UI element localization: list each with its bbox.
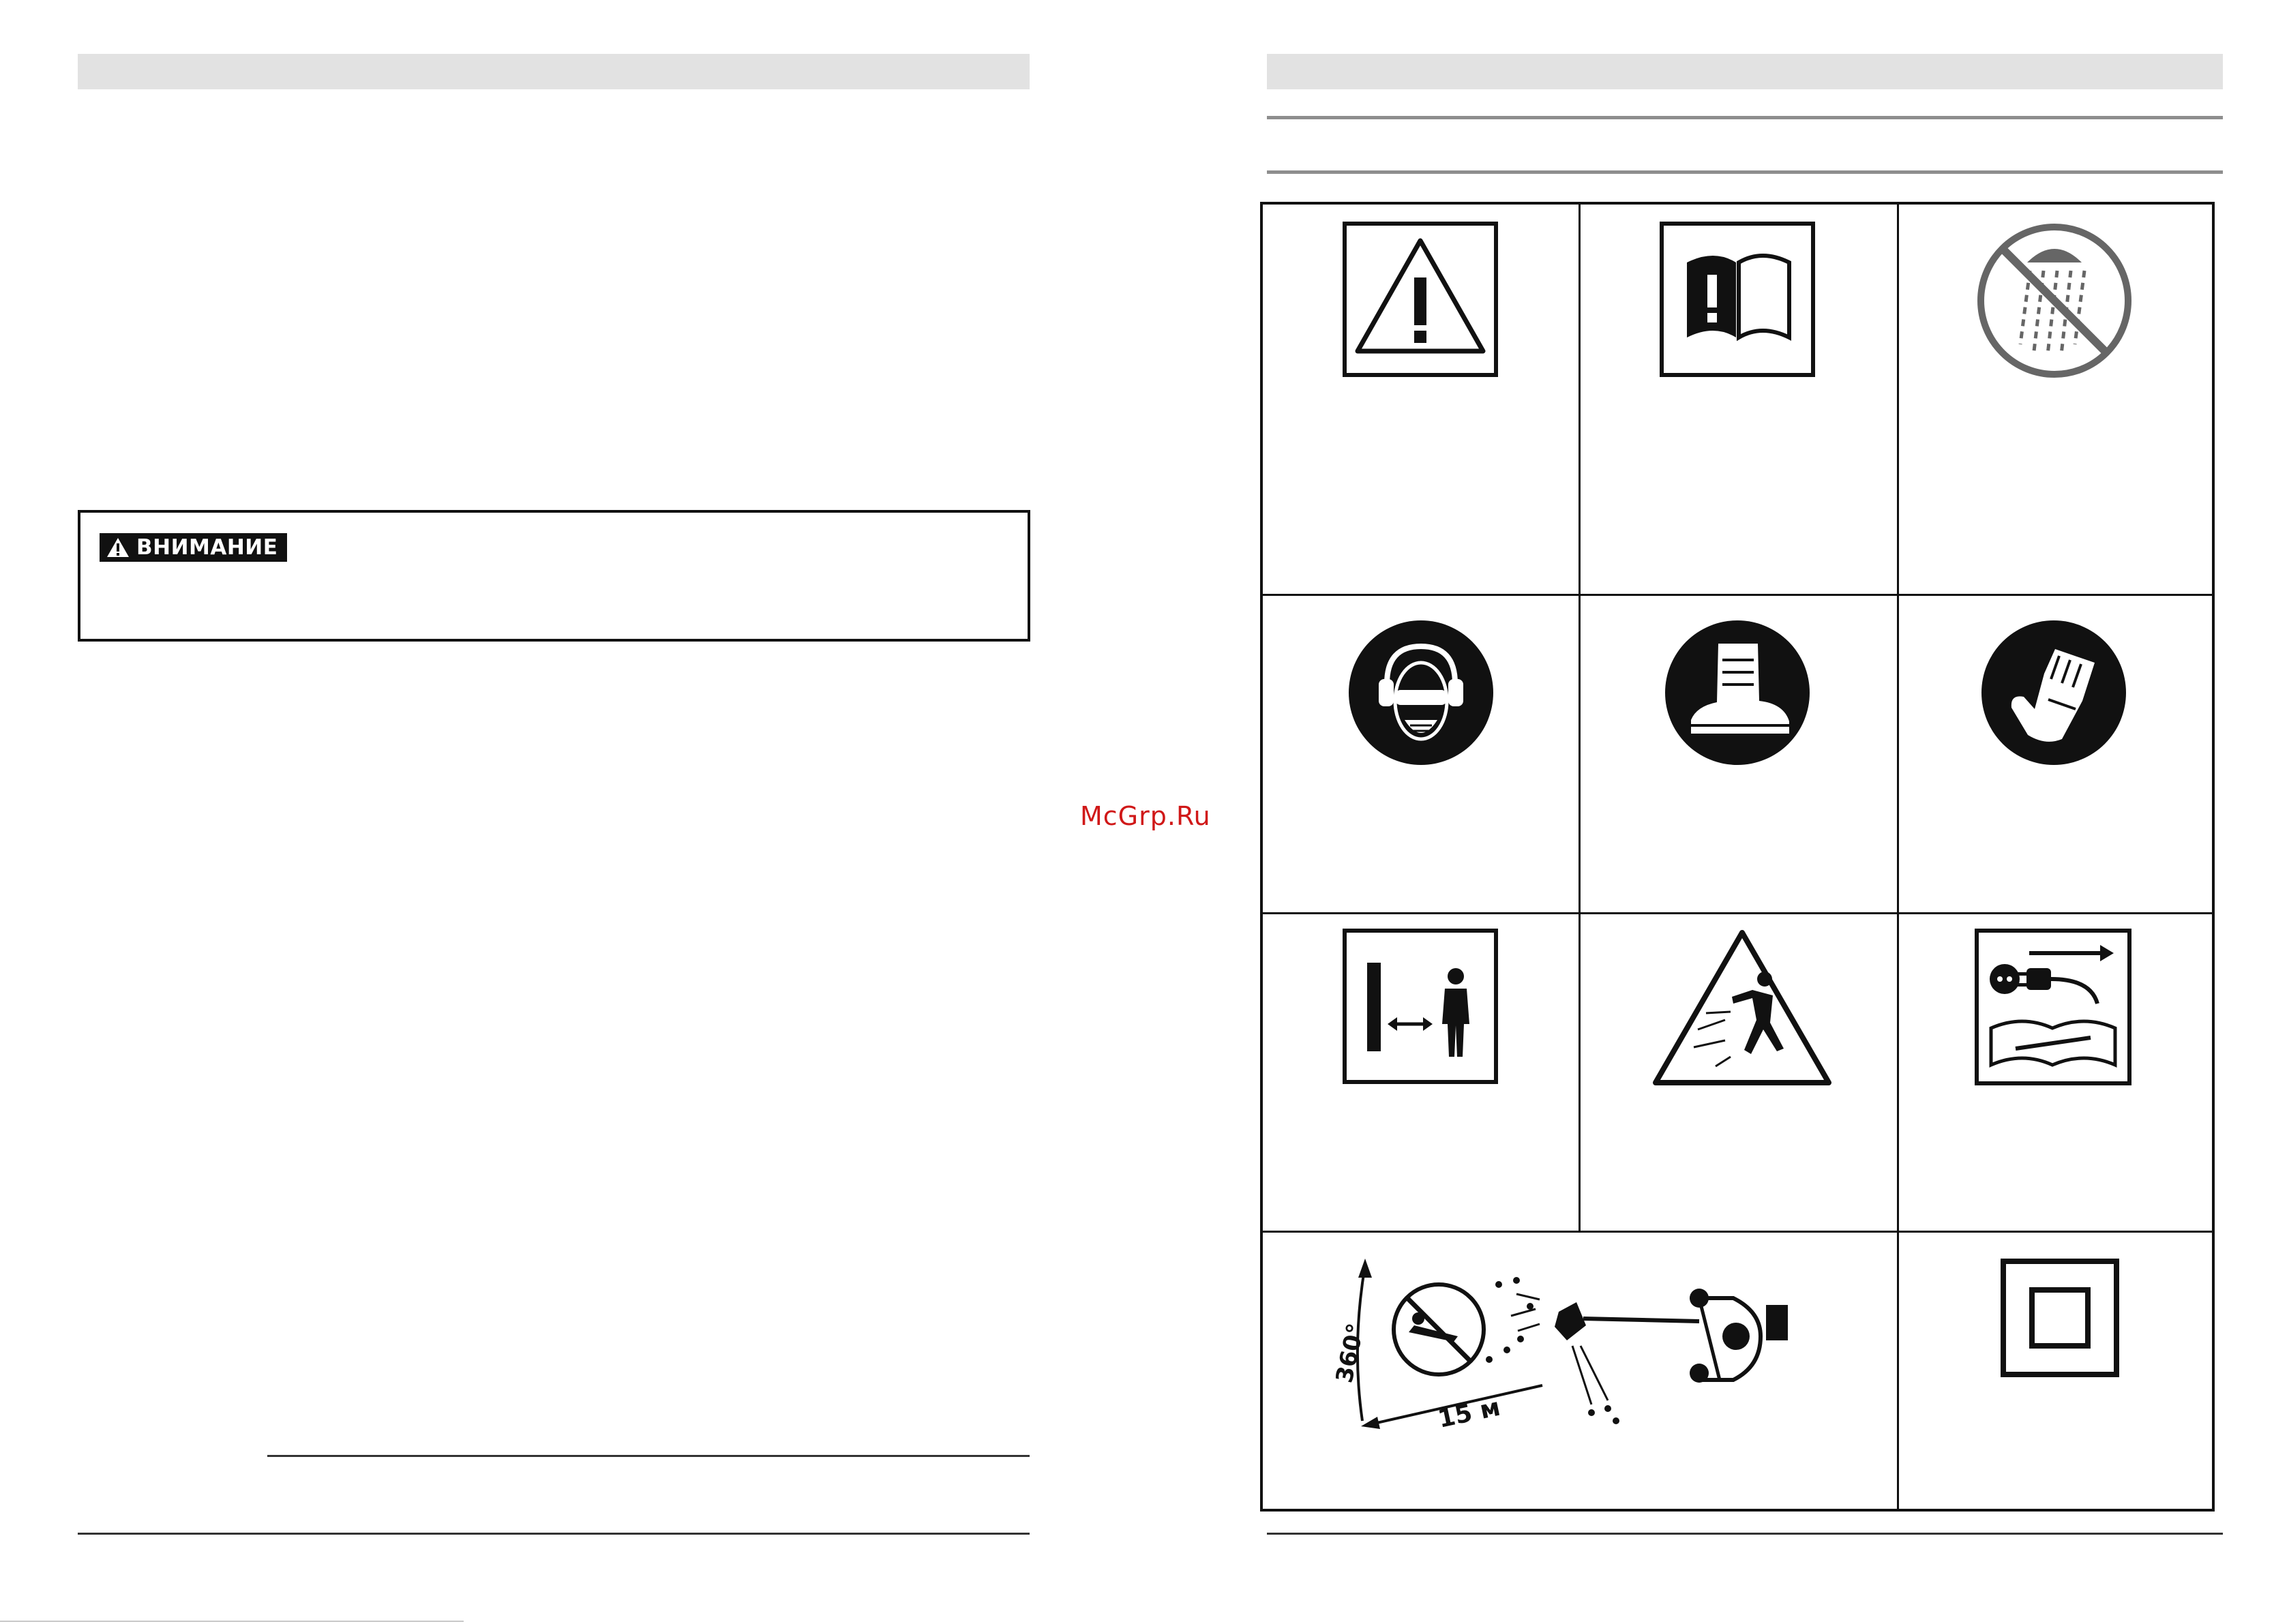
- left-header-bar: [78, 54, 1030, 89]
- read-manual-icon: [1660, 222, 1815, 377]
- bottom-hairline: [0, 1621, 464, 1622]
- safety-gloves-icon: [1980, 619, 2127, 766]
- table-hline-1: [1263, 594, 2212, 596]
- right-footer-rule: [1267, 1533, 2223, 1535]
- safety-boots-icon: [1664, 619, 1811, 766]
- table-vline-1: [1579, 205, 1581, 1233]
- no-rain-icon: [1975, 222, 2134, 380]
- symbols-table: [1260, 202, 2215, 1512]
- warning-label: ВНИМАНИЕ: [136, 535, 278, 560]
- eye-ear-protection-icon: [1347, 619, 1495, 766]
- right-top-rule: [1267, 116, 2223, 119]
- warning-badge: [100, 533, 287, 562]
- table-hline-2: [1263, 912, 2212, 914]
- left-note-rule: [267, 1455, 1030, 1457]
- warning-triangle-icon: [1343, 222, 1498, 377]
- double-insulation-icon: [2001, 1259, 2119, 1377]
- right-header-bar: [1267, 54, 2223, 89]
- bystander-distance-icon: [1330, 1250, 1842, 1448]
- right-second-rule: [1267, 170, 2223, 174]
- table-vline-2: [1897, 205, 1899, 1509]
- angle-label: 360°: [1330, 1321, 1371, 1385]
- thrown-objects-icon: [1650, 927, 1834, 1088]
- distance-label: 15 м: [1435, 1393, 1503, 1434]
- table-hline-3: [1263, 1231, 2212, 1233]
- warning-icon: [106, 537, 130, 558]
- keep-distance-icon: [1343, 929, 1498, 1084]
- left-footer-rule: [78, 1533, 1030, 1535]
- watermark: McGrp.Ru: [1080, 801, 1211, 831]
- unplug-manual-icon: [1975, 929, 2131, 1085]
- warning-box: [78, 510, 1030, 642]
